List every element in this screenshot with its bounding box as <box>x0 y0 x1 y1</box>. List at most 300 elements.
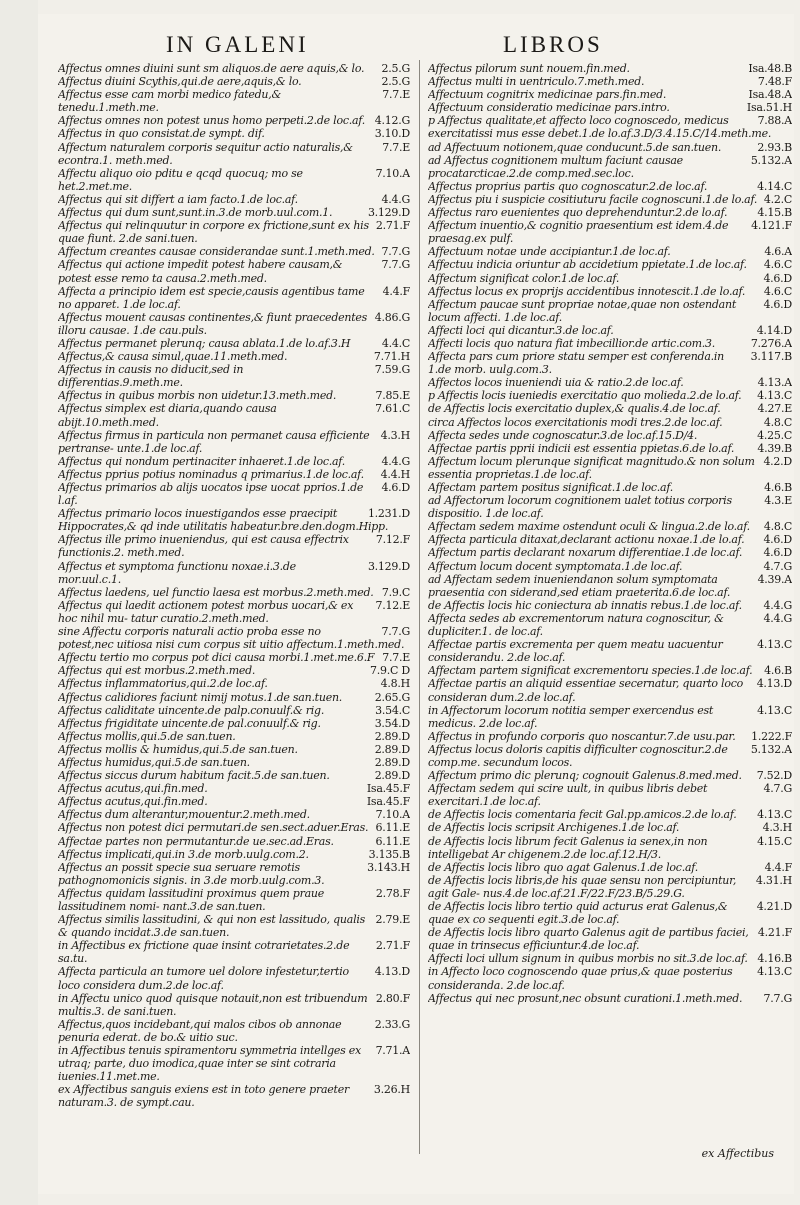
entry-reference: 4.8.C <box>763 415 792 429</box>
entry-text: Affectus qui laedit actionem potest morbus uocari,& ex hoc nihil mu- tatur curatio.2.meth.med. <box>58 598 354 625</box>
entry-text: in Affectibus ex frictione quae insint cotrarietates.2.de sa.tu. <box>58 939 350 966</box>
entry-text: Affectus qui nec prosunt,nec obsunt curationi.1.meth.med. <box>428 991 743 1005</box>
entry-reference: 4.6.D <box>763 297 792 311</box>
entry-text: Affectus proprius partis quo cognoscatur.2.de loc.af. <box>428 179 708 193</box>
index-entry <box>428 599 792 612</box>
running-header <box>38 28 794 64</box>
entry-text: Affectu aliquo oio pditu e qcqd quocuq; mo se het.2.met.me. <box>58 166 303 193</box>
entry-reference: 2.71.F <box>375 219 410 233</box>
index-entry <box>428 455 792 481</box>
entry-reference: 3.54.C <box>375 703 410 717</box>
index-entry <box>58 141 410 167</box>
index-entry <box>58 468 410 481</box>
entry-text: in Affectorum locorum notitia semper exercendus est medicus. 2.de loc.af. <box>428 703 714 730</box>
entry-reference: 4.13.D <box>374 965 410 979</box>
entry-text: p Affectus qualitate,et affecto loco cognoscedo, medicus exercitatissi mus esse debet.1.de lo.af.3.D/3.4.15.C/14.meth.me. <box>428 114 772 141</box>
entry-text: Affectum locum docent symptomata.1.de loc.af. <box>428 559 683 573</box>
entry-reference: 4.13.C <box>757 638 792 652</box>
entry-reference: 4.39.A <box>757 572 792 586</box>
entry-reference: 7.52.D <box>756 769 792 783</box>
entry-text: Affectus simplex est diaria,quando causa abijt.10.meth.med. <box>58 402 277 429</box>
entry-reference: 7.10.A <box>375 166 410 180</box>
index-entry <box>58 1018 410 1044</box>
entry-text: Affecta sedes unde cognoscatur.3.de loc.af.15.D/4. <box>428 428 698 442</box>
entry-reference: 4.13.D <box>756 677 792 691</box>
entry-text: circa Affectos locos exercitationis modi tres.2.de loc.af. <box>428 415 723 429</box>
index-entry <box>58 311 410 337</box>
index-entry <box>58 861 410 887</box>
entry-text: Affectus qui sit differt a iam facto.1.de loc.af. <box>58 192 298 206</box>
entry-text: ad Affectam sedem inueniendanon solum symptomata praesentia con siderand,sed etiam praeterita.6.de loc.af. <box>428 572 731 599</box>
index-entry <box>58 782 410 795</box>
index-entry <box>58 795 410 808</box>
index-entry <box>428 337 792 350</box>
entry-text: Affectus qui est morbus.2.meth.med. <box>58 664 256 678</box>
entry-reference: Isa.45.F <box>366 782 410 796</box>
index-entry <box>58 285 410 311</box>
index-entry <box>58 887 410 913</box>
entry-reference: 4.15.B <box>757 206 792 220</box>
index-entry <box>428 638 792 664</box>
entry-text: Affectus acutus,qui.fin.med. <box>58 795 208 809</box>
entry-reference: 2.93.B <box>757 140 792 154</box>
index-entry <box>428 180 792 193</box>
entry-reference: 4.14.D <box>756 323 792 337</box>
entry-text: Affectus in quo consistat.de sympt. dif. <box>58 127 265 141</box>
entry-text: Affectus caliditate uincente.de palp.conuulf.& rig. <box>58 703 325 717</box>
index-entry <box>428 533 792 546</box>
entry-text: de Affectis locis hic coniectura ab innatis rebus.1.de loc.af. <box>428 598 742 612</box>
entry-text: Affectus qui actione impedit potest habere causam,& potest esse remo ta causa.2.meth.med. <box>58 258 343 285</box>
entry-text: Affectus mollis,qui.5.de san.tuen. <box>58 729 236 743</box>
entry-reference: 5.132.A <box>750 153 792 167</box>
index-entry <box>58 769 410 782</box>
entry-reference: 2.78.F <box>375 886 410 900</box>
entry-text: de Affectis locis libris,de his quae sensu non percipiuntur, agit Gale- nus.4.de loc.af.21.F/22.F/23.B/5.29.G. <box>428 873 737 900</box>
entry-reference: 2.89.D <box>374 729 410 743</box>
index-entry <box>58 939 410 965</box>
entry-text: Affectus humidus,qui.5.de san.tuen. <box>58 755 250 769</box>
entry-reference: 4.6.B <box>764 481 792 494</box>
index-entry <box>428 88 792 101</box>
entry-reference: 4.7.G <box>763 559 792 573</box>
index-entry <box>58 560 410 586</box>
index-entry <box>58 821 410 834</box>
entry-reference: 2.80.F <box>375 991 410 1005</box>
entry-reference: 3.117.B <box>750 350 792 364</box>
entry-text: Affectus laedens, uel functio laesa est morbus.2.meth.med. <box>58 585 374 599</box>
index-entry <box>58 75 410 88</box>
index-entry <box>58 835 410 848</box>
entry-reference: 3.54.D <box>374 716 410 730</box>
entry-reference: 3.135.B <box>368 847 410 861</box>
index-entry <box>58 389 410 402</box>
index-entry <box>428 612 792 638</box>
index-entry <box>428 900 792 926</box>
entry-reference: 4.2.C <box>763 192 792 206</box>
entry-text: Affectus esse cam morbi medico fatedu,& tenedu.1.meth.me. <box>58 88 282 115</box>
entry-reference: 7.7.E <box>382 140 410 154</box>
entry-reference: 7.276.A <box>750 336 792 350</box>
entry-text: Affectum naturalem corporis sequitur actio naturalis,& econtra.1. meth.med. <box>58 140 353 167</box>
index-entry <box>58 691 410 704</box>
entry-reference: 3.10.D <box>374 127 410 141</box>
index-entry <box>428 389 792 402</box>
index-entry <box>58 913 410 939</box>
index-entry <box>58 808 410 821</box>
entry-text: Affectus an possit specie sua seruare remotis pathognomonicis signis. in 3.de morb.uulg.com.3. <box>58 860 325 887</box>
entry-reference: 4.6.D <box>763 533 792 547</box>
entry-text: Affectos locos inueniendi uia & ratio.2.de loc.af. <box>428 376 684 390</box>
entry-reference: Isa.45.F <box>366 795 410 809</box>
entry-reference: 4.4.F <box>764 860 792 874</box>
index-entry <box>58 363 410 389</box>
index-entry <box>428 704 792 730</box>
entry-reference: 4.15.C <box>757 834 792 848</box>
index-entry <box>428 154 792 180</box>
index-entry <box>428 664 792 677</box>
entry-text: Affectus pilorum sunt nouem.fin.med. <box>428 62 630 75</box>
entry-text: Affectus qui relinquutur in corpore ex frictione,sunt ex his quae fiunt. 2.de sani.tuen. <box>58 219 369 246</box>
entry-text: de Affectis locis comentaria fecit Gal.pp.amicos.2.de lo.af. <box>428 808 737 822</box>
entry-reference: 7.12.E <box>375 598 410 612</box>
index-entry <box>58 1083 410 1109</box>
index-entry <box>428 743 792 769</box>
column-divider <box>419 60 420 1154</box>
index-entry <box>58 848 410 861</box>
entry-text: Affectus piu i suspicie cositiuturu facile cognoscuni.1.de lo.af. <box>428 192 758 206</box>
index-entry <box>428 730 792 743</box>
index-entry <box>428 992 792 1005</box>
index-entry <box>428 573 792 599</box>
entry-reference: 4.6.C <box>763 284 792 298</box>
entry-reference: 4.16.B <box>757 952 792 966</box>
index-entry <box>428 298 792 324</box>
entry-text: Affectus qui nondum pertinaciter inhaeret.1.de loc.af. <box>58 454 345 468</box>
catchword: ex Affectibus <box>701 1147 774 1160</box>
entry-reference: 4.13.C <box>757 703 792 717</box>
entry-text: Affectus pprius potius nominadus q primarius.1.de loc.af. <box>58 467 364 481</box>
index-entry <box>58 965 410 991</box>
entry-reference: 7.71.H <box>373 350 410 364</box>
entry-text: Affectam partem significat excrementoru species.1.de loc.af. <box>428 664 753 678</box>
entry-text: Affecta particula an tumore uel dolore infestetur,tertio loco considera dum.2.de loc.af. <box>58 965 349 992</box>
entry-text: p Affectis locis iueniedis exercitatio quo molieda.2.de lo.af. <box>428 389 742 403</box>
entry-text: Affectus dum alterantur,mouentur.2.meth.med. <box>58 808 310 822</box>
index-entry <box>58 62 410 75</box>
entry-reference: 4.13.C <box>757 965 792 979</box>
entry-reference: 7.9.C <box>381 585 410 599</box>
entry-text: de Affectis locis librum fecit Galenus ia senex,in non intelligebat Ar chigenem.2.de loc.af.12.H/3. <box>428 834 708 861</box>
entry-text: Affectu tertio mo corpus pot dici causa morbi.1.met.me.6.F <box>58 651 375 665</box>
entry-text: Affectus in profundo corporis quo noscantur.7.de usu.par. <box>428 729 736 743</box>
entry-text: Affectus siccus durum habitum facit.5.de san.tuen. <box>58 769 330 783</box>
header-left: IN GALENI <box>166 32 309 57</box>
entry-reference: 4.14.C <box>757 179 792 193</box>
entry-reference: 7.88.A <box>757 114 792 128</box>
entry-text: Affectus omnes non potest unus homo perpeti.2.de loc.af. <box>58 114 365 128</box>
entry-text: Affectuum cognitrix medicinae pars.fin.med. <box>428 88 667 102</box>
index-entry <box>58 677 410 690</box>
entry-reference: 3.143.H <box>367 860 410 874</box>
entry-reference: 2.89.D <box>374 742 410 756</box>
index-entry <box>58 992 410 1018</box>
entry-text: Affecta particula ditaxat,declarant actionu noxae.1.de lo.af. <box>428 533 745 547</box>
entry-reference: 4.6.D <box>381 481 410 494</box>
header-right: LIBROS <box>503 32 603 57</box>
index-entry <box>58 429 410 455</box>
entry-text: Affectus omnes diuini sunt sm aliquos.de aere aquis,& lo. <box>58 62 365 75</box>
index-entry <box>428 481 792 494</box>
entry-text: Affectus non potest dici permutari.de sen.sect.aduer.Eras. <box>58 821 369 835</box>
index-entry <box>428 272 792 285</box>
entry-reference: 7.48.F <box>757 75 792 89</box>
entry-reference: 2.5.G <box>381 75 410 89</box>
index-entry <box>58 402 410 428</box>
entry-reference: 4.8.H <box>380 677 410 691</box>
index-entry <box>58 481 410 507</box>
entry-text: ad Affectus cognitionem multum faciunt causae procatarcticae.2.de comp.med.sec.loc. <box>428 153 683 180</box>
entry-text: sine Affectu corporis naturali actio proba esse no potest,nec uitiosa nisi cum corpus sit uitio affectum.1.meth.med. <box>58 625 405 652</box>
entry-reference: 4.4.G <box>381 192 410 206</box>
entry-text: Affecti loci ullum signum in quibus morbis no sit.3.de loc.af. <box>428 952 748 966</box>
entry-text: Affectum creantes causae considerandae sunt.1.meth.med. <box>58 245 375 259</box>
entry-text: Affectuum consideratio medicinae pars.intro. <box>428 101 670 115</box>
entry-reference: 2.89.D <box>374 769 410 783</box>
index-entry <box>58 245 410 258</box>
index-entry <box>58 664 410 677</box>
entry-text: Affectus firmus in particula non permanet causa efficiente pertranse- unte.1.de loc.af. <box>58 428 370 455</box>
entry-text: Affecta sedes ab excrementorum natura cognoscitur, & dupliciter.1. de loc.af. <box>428 611 724 639</box>
entry-reference: 7.7.G <box>763 991 792 1005</box>
entry-text: ad Affectuum notionem,quae conducunt.5.de san.tuen. <box>428 140 722 154</box>
entry-reference: 4.21.F <box>757 926 792 940</box>
entry-reference: 4.21.D <box>756 900 792 913</box>
index-entry <box>58 258 410 284</box>
book-page <box>38 14 794 1194</box>
index-entry <box>428 258 792 271</box>
entry-reference: 4.4.G <box>381 454 410 468</box>
index-entry <box>58 206 410 219</box>
index-entry <box>428 546 792 559</box>
entry-reference: 7.7.E <box>382 651 410 665</box>
index-entry <box>58 127 410 140</box>
entry-reference: 4.4.G <box>763 598 792 612</box>
index-entry <box>58 507 410 533</box>
entry-text: in Affecto loco cognoscendo quae prius,& quae posterius consideranda. 2.de loc.af. <box>428 965 733 992</box>
entry-reference: 7.9.C D <box>370 664 410 678</box>
entry-text: Affectam partem positus significat.1.de loc.af. <box>428 481 674 494</box>
entry-reference: 4.4.C <box>381 336 410 350</box>
entry-reference: 4.6.D <box>763 271 792 285</box>
index-entry <box>428 965 792 991</box>
entry-text: Affectus mollis & humidus,qui.5.de san.tuen. <box>58 742 298 756</box>
index-entry <box>428 782 792 808</box>
index-entry <box>58 756 410 769</box>
gutter-shadow <box>0 0 38 1205</box>
entry-text: Affectus permanet plerunq; causa ablata.1.de lo.af.3.H <box>58 336 351 350</box>
index-entry <box>58 455 410 468</box>
index-entry <box>428 429 792 442</box>
entry-text: Affectus in quibus morbis non uidetur.13.meth.med. <box>58 389 337 403</box>
entry-text: Affectus in causis no diducit,sed in differentias.9.meth.me. <box>58 363 244 390</box>
index-entry <box>428 835 792 861</box>
entry-reference: 4.6.C <box>763 258 792 272</box>
entry-text: Affectus diuini Scythis,qui.de aere,aquis,& lo. <box>58 75 302 89</box>
entry-reference: 4.4.G <box>763 611 792 625</box>
entry-text: Affectum paucae sunt propriae notae,quae non ostendant locum affecti. 1.de loc.af. <box>428 297 736 324</box>
entry-text: Affectum locum plerunque significat magnitudo.& non solum essentia proprietas.1.de loc.af. <box>428 454 755 481</box>
entry-text: de Affectis locis libro quarto Galenus agit de partibus faciei, quae in trinsecus efficiuntur.4.de loc.af. <box>428 926 749 953</box>
index-entry <box>428 416 792 429</box>
entry-text: Affecta pars cum priore statu semper est conferenda.in 1.de morb. uulg.com.3. <box>428 350 725 377</box>
index-entry <box>58 1044 410 1083</box>
index-entry <box>428 952 792 965</box>
index-entry <box>428 861 792 874</box>
index-entry <box>428 324 792 337</box>
entry-reference: 4.27.E <box>757 402 792 416</box>
entry-text: Affectum inuentio,& cognitio praesentium est idem.4.de praesag.ex pulf. <box>428 219 729 246</box>
index-entry <box>428 206 792 219</box>
entry-reference: 4.6.A <box>764 245 792 259</box>
entry-text: de Affectis locis scripsit Archigenes.1.de loc.af. <box>428 821 680 835</box>
index-entry <box>58 533 410 559</box>
entry-reference: 7.85.E <box>375 389 410 403</box>
entry-reference: 7.7.G <box>381 625 410 639</box>
entry-text: Affectae partis an aliquid essentiae secernatur, quarto loco consideran dum.2.de loc.af. <box>428 677 743 704</box>
index-entry <box>58 717 410 730</box>
entry-text: in Affectibus tenuis spiramentoru symmetria intellges ex utraq; parte, duo imodica,quae inter se sint cotraria iuenies.11.met.me. <box>58 1044 362 1084</box>
index-entry <box>428 808 792 821</box>
entry-text: Affectus calidiores faciunt nimij motus.1.de san.tuen. <box>58 690 343 704</box>
index-entry <box>58 599 410 625</box>
entry-reference: 2.71.F <box>375 939 410 953</box>
entry-text: Affectam sedem qui scire uult, in quibus libris debet exercitari.1.de loc.af. <box>428 782 708 809</box>
entry-reference: 6.11.E <box>375 834 410 848</box>
index-entry <box>428 376 792 389</box>
index-entry <box>58 337 410 350</box>
entry-text: Affectus primarios ab alijs uocatos ipse uocat pprios.1.de l.af. <box>58 481 364 508</box>
entry-reference: 7.10.A <box>375 808 410 822</box>
entry-text: Affectus et symptoma functionu noxae.i.3.de mor.uul.c.1. <box>58 559 296 586</box>
entry-text: Affectam sedem maxime ostendunt oculi & lingua.2.de lo.af. <box>428 520 750 534</box>
index-entry <box>428 245 792 258</box>
entry-text: Affectus qui dum sunt,sunt.in.3.de morb.uul.com.1. <box>58 206 333 220</box>
index-entry <box>428 219 792 245</box>
index-entry <box>428 62 792 75</box>
entry-text: in Affectu unico quod quisque notauit,non est tribuendum multis.3. de sani.tuen. <box>58 991 368 1018</box>
entry-text: Affecti locis quo natura fiat imbecillior.de artic.com.3. <box>428 336 716 350</box>
entry-text: Affectus,quos incidebant,qui malos cibos ob annonae penuria ederat. de bo.& uitio suc. <box>58 1017 342 1044</box>
entry-reference: 3.129.D <box>367 206 410 220</box>
entry-reference: 7.59.G <box>374 363 410 377</box>
index-entry <box>428 442 792 455</box>
entry-reference: Isa.51.H <box>746 101 792 115</box>
entry-reference: 4.2.D <box>763 454 792 468</box>
entry-reference: 7.61.C <box>375 402 410 416</box>
entry-reference: 4.7.G <box>763 782 792 796</box>
entry-reference: 4.12.G <box>374 114 410 128</box>
entry-reference: 4.6.B <box>764 664 792 678</box>
entry-reference: 4.39.B <box>757 441 792 455</box>
entry-text: Affectus implicati,qui.in 3.de morb.uulg.com.2. <box>58 847 309 861</box>
entry-reference: 4.25.C <box>757 428 792 442</box>
entry-text: Affectus primario locos inuestigandos esse praecipit Hippocrates,& qd inde utilitatis habeatur.bre.den.dogm.Hipp. <box>58 507 389 534</box>
entry-text: de Affectis locis libro quo agat Galenus.1.de loc.af. <box>428 860 698 874</box>
index-entry <box>428 141 792 154</box>
index-entry <box>58 193 410 206</box>
entry-reference: 4.4.H <box>380 467 410 481</box>
entry-text: Affectae partes non permutantur.de ue.sec.ad.Eras. <box>58 834 334 848</box>
entry-text: Affectum partis declarant noxarum differentiae.1.de loc.af. <box>428 546 743 560</box>
index-entry <box>428 821 792 834</box>
entry-text: Affectae partis excrementa per quem meatu uacuentur considerandu. 2.de loc.af. <box>428 638 723 665</box>
index-entry <box>58 219 410 245</box>
index-entry <box>428 350 792 376</box>
index-entry <box>428 114 792 140</box>
entry-reference: 2.89.D <box>374 755 410 769</box>
entry-reference: 7.7.G <box>381 258 410 272</box>
index-entry <box>428 75 792 88</box>
entry-text: Affectus ille primo inueniendus, qui est causa effectrix functionis.2. meth.med. <box>58 533 349 560</box>
entry-text: Affecti loci qui dicantur.3.de loc.af. <box>428 323 614 337</box>
index-entry <box>58 350 410 363</box>
entry-reference: 4.31.H <box>755 873 792 887</box>
index-entry <box>428 193 792 206</box>
index-entry <box>428 285 792 298</box>
entry-reference: 4.4.F <box>382 284 410 298</box>
entry-reference: 6.11.E <box>375 821 410 835</box>
entry-reference: 4.13.C <box>757 389 792 403</box>
entry-reference: 4.13.C <box>757 808 792 822</box>
index-entry <box>428 560 792 573</box>
entry-text: de Affectis locis libro tertio quid acturus erat Galenus,& quae ex co sequenti egit.3.de loc.af. <box>428 900 728 927</box>
index-entry <box>58 651 410 664</box>
entry-reference: 2.5.G <box>381 62 410 75</box>
entry-text: Affectum primo dic plerunq; cognouit Galenus.8.med.med. <box>428 769 742 783</box>
entry-text: Affectae partis pprii indicii est essentia ppietas.6.de lo.af. <box>428 441 735 455</box>
entry-text: Affectus locus ex proprijs accidentibus innotescit.1.de lo.af. <box>428 284 746 298</box>
entry-reference: 7.12.F <box>375 533 410 547</box>
entry-text: Affectus inflammatorius,qui.2.de loc.af. <box>58 677 268 691</box>
index-entry <box>58 704 410 717</box>
entry-text: Affectuu indicia oriuntur ab accidetium ppietate.1.de loc.af. <box>428 258 747 272</box>
entry-text: Affectus raro euenientes quo deprehenduntur.2.de lo.af. <box>428 206 728 220</box>
entry-reference: 2.65.G <box>374 690 410 704</box>
entry-text: Affectus quidam lassitudini proximus quem praue lassitudinem nomi- nant.3.de san.tuen. <box>58 886 324 913</box>
index-entry <box>428 874 792 900</box>
entry-reference: 7.71.A <box>375 1044 410 1058</box>
entry-text: Affectus mouent causas continentes,& fiunt praecedentes illoru causae. 1.de cau.puls. <box>58 310 368 337</box>
entry-reference: Isa.48.A <box>748 88 792 102</box>
entry-reference: 4.121.F <box>751 219 792 233</box>
entry-text: Affectum significat color.1.de loc.af. <box>428 271 620 285</box>
index-entry <box>428 494 792 520</box>
entry-text: Affectus acutus,qui.fin.med. <box>58 782 208 796</box>
entry-reference: 5.132.A <box>750 742 792 756</box>
entry-reference: 2.33.G <box>374 1017 410 1031</box>
index-entry <box>58 167 410 193</box>
entry-text: Affectus locus doloris capitis difficulter cognoscitur.2.de comp.me. secundum locos. <box>428 742 728 769</box>
index-entry <box>428 101 792 114</box>
entry-reference: 4.3.H <box>380 428 410 442</box>
entry-text: Affectus,& causa simul,quae.11.meth.med. <box>58 350 288 364</box>
index-entry <box>58 114 410 127</box>
index-entry <box>428 520 792 533</box>
index-entry <box>428 926 792 952</box>
entry-reference: 4.13.A <box>757 376 792 390</box>
index-entry <box>428 402 792 415</box>
